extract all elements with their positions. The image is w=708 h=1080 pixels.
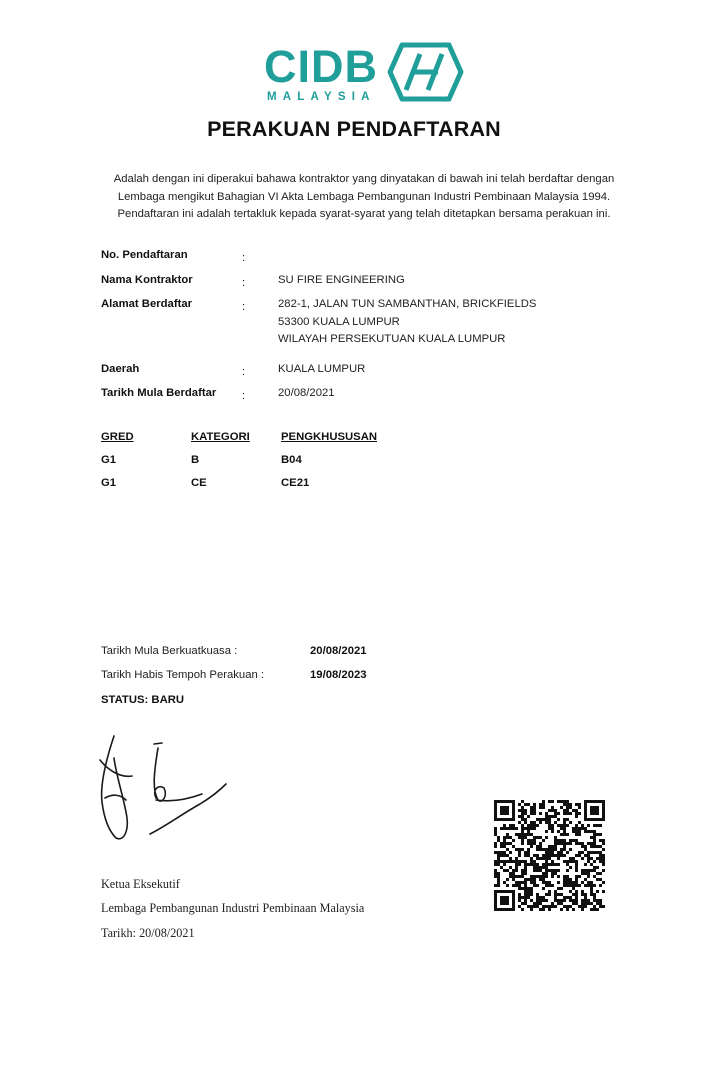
effective-date-label: Tarikh Mula Berkuatkuasa : [101,645,238,657]
expiry-date-label: Tarikh Habis Tempoh Perakuan : [101,669,265,681]
table-cell-category: CE [191,477,207,489]
signatory-date: Tarikh: 20/08/2021 [101,926,195,940]
signatory-title: Ketua Eksekutif [101,877,180,891]
intro-line-1: Adalah dengan ini diperakui bahawa kontraktor yang dinyatakan di bawah ini telah berdaftar dengan [113,173,615,185]
contractor-name-colon: : [242,277,246,289]
address-value [278,296,536,349]
category-header: KATEGORI [191,431,250,443]
table-cell-grade: G1 [101,454,117,466]
address-colon: : [242,301,246,313]
district-label: Daerah [101,363,140,375]
table-cell-specialization: B04 [281,454,302,466]
qr-code-icon [494,800,605,911]
registration-no-label: No. Pendaftaran [101,249,188,261]
registration-start-colon: : [242,390,246,402]
cidb-hexagon-logo-icon [390,45,461,99]
grade-header: GRED [101,431,134,443]
specialization-header: PENGKHUSUSAN [281,431,378,443]
logo-country: MALAYSIA [267,91,376,103]
district-value: KUALA LUMPUR [278,363,366,375]
registration-no-colon: : [242,252,246,264]
intro-line-2: Lembaga mengikut Bahagian VI Akta Lembaga Pembangunan Industri Pembinaan Malaysia 1994. [117,190,611,203]
address-label: Alamat Berdaftar [101,298,193,310]
address-line-3: WILAYAH PERSEKUTUAN KUALA LUMPUR [278,333,506,345]
table-cell-grade: G1 [101,477,117,489]
contractor-name-label: Nama Kontraktor [101,274,193,286]
registration-start-label: Tarikh Mula Berdaftar [101,387,217,399]
address-line-2: 53300 KUALA LUMPUR [278,315,400,328]
registration-start-value: 20/08/2021 [278,387,335,399]
table-cell-specialization: CE21 [281,477,310,489]
contractor-name-value: SU FIRE ENGINEERING [278,274,405,286]
signature [96,730,232,846]
signatory-organization: Lembaga Pembangunan Industri Pembinaan Malaysia [101,901,365,915]
district-colon: : [242,366,246,378]
intro-line-3: Pendaftaran ini adalah tertakluk kepada syarat-syarat yang telah ditetapkan bersama perakuan ini. [117,208,611,221]
status-text: STATUS: BARU [101,694,185,706]
cidb-logo [262,40,464,104]
expiry-date-value: 19/08/2023 [310,669,367,681]
document-title: PERAKUAN PENDAFTARAN [207,117,501,141]
table-cell-category: B [191,454,200,466]
intro-paragraph [96,171,632,224]
logo-wordmark: CIDB [264,41,378,92]
effective-date-value: 20/08/2021 [310,645,367,657]
address-line-1: 282-1, JALAN TUN SAMBANTHAN, BRICKFIELDS [278,298,537,310]
